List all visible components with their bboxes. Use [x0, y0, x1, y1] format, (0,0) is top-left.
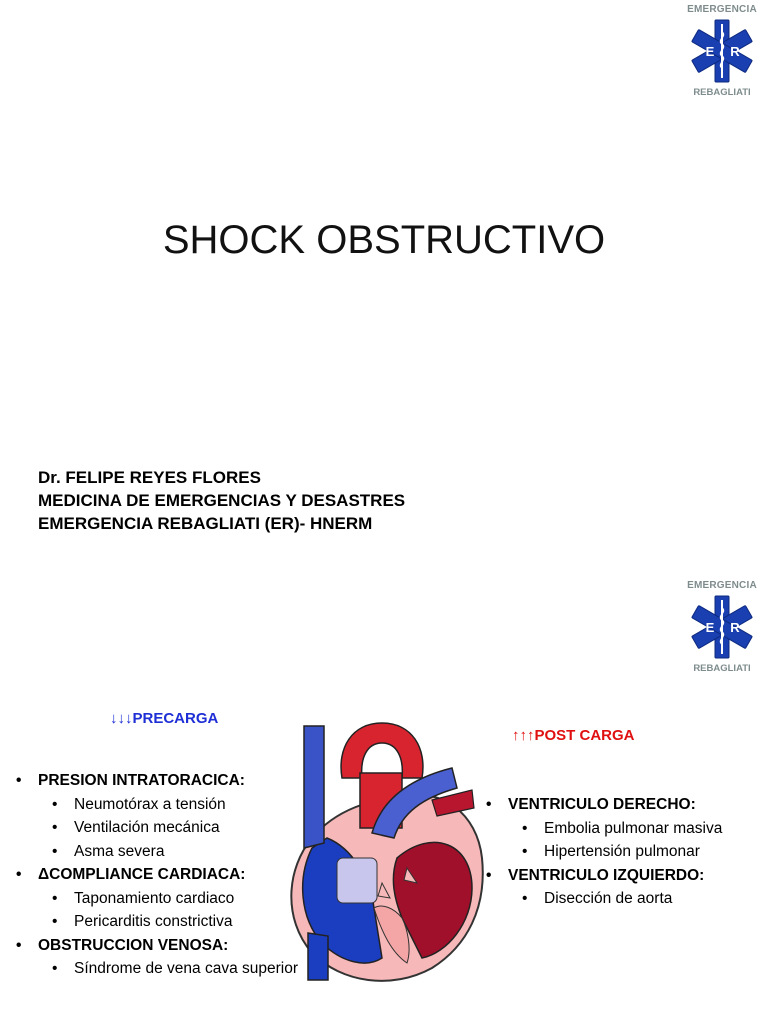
bullet-icon: • — [16, 866, 22, 883]
author-block — [38, 466, 405, 535]
list-item — [486, 840, 722, 864]
heart-diagram — [282, 718, 492, 990]
list-item-text: VENTRICULO IZQUIERDO: — [508, 866, 705, 884]
list-item-text: Disección de aorta — [544, 890, 673, 907]
precarga-causes-list — [16, 769, 298, 981]
postcarga-header: ↑↑↑POST CARGA — [512, 727, 635, 744]
logo-letter-r: R — [730, 44, 740, 59]
list-item — [16, 793, 298, 817]
logo-top-text: EMERGENCIA — [687, 580, 757, 591]
bullet-icon: • — [52, 960, 58, 977]
logo-bottom-text: REBAGLIATI — [693, 87, 751, 98]
logo-letter-e: E — [705, 620, 715, 635]
precarga-header: ↓↓↓PRECARGA — [110, 710, 219, 727]
logo-letter-e: E — [705, 44, 715, 59]
list-category — [16, 863, 298, 887]
list-item-text: ΔCOMPLIANCE CARDIACA: — [38, 866, 246, 883]
list-category — [486, 793, 722, 817]
list-item-text: Asma severa — [74, 842, 165, 860]
bullet-icon: • — [486, 866, 492, 884]
list-item-text: Neumotórax a tensión — [74, 795, 226, 813]
list-category — [16, 934, 298, 958]
author-institution: EMERGENCIA REBAGLIATI (ER)- HNERM — [38, 514, 373, 533]
content-slide — [0, 570, 768, 1024]
bullet-icon: • — [52, 819, 58, 836]
list-item-text: PRESION INTRATORACICA: — [38, 772, 245, 789]
logo-bottom-text: REBAGLIATI — [693, 663, 751, 674]
list-item — [16, 816, 298, 840]
list-item — [486, 887, 722, 911]
bullet-icon: • — [52, 842, 58, 860]
author-name: Dr. FELIPE REYES FLORES — [38, 468, 261, 487]
list-item — [16, 887, 298, 911]
star-of-life-icon — [691, 594, 753, 660]
er-logo — [680, 580, 764, 680]
bullet-icon: • — [52, 795, 58, 813]
list-item-text: Taponamiento cardiaco — [74, 889, 235, 907]
list-item-text: Ventilación mecánica — [74, 819, 220, 836]
author-specialty: MEDICINA DE EMERGENCIAS Y DESASTRES — [38, 491, 406, 510]
bullet-icon: • — [486, 796, 492, 813]
er-logo — [680, 4, 764, 104]
list-category — [486, 864, 722, 888]
bullet-icon: • — [16, 772, 22, 789]
slide-title: SHOCK OBSTRUCTIVO — [162, 218, 606, 262]
list-item — [486, 817, 722, 841]
bullet-icon: • — [522, 890, 528, 907]
bullet-icon: • — [522, 843, 528, 860]
bullet-icon: • — [52, 913, 58, 930]
list-item-text: Síndrome de vena cava superior — [74, 960, 299, 977]
postcarga-causes-list — [486, 793, 722, 911]
star-of-life-icon — [691, 18, 753, 84]
list-item-text: OBSTRUCCION VENOSA: — [38, 936, 229, 954]
list-item-text: VENTRICULO DERECHO: — [508, 796, 696, 813]
bullet-icon: • — [522, 819, 528, 837]
bullet-icon: • — [52, 889, 58, 907]
list-item — [16, 910, 298, 934]
list-item-text: Pericarditis constrictiva — [74, 913, 233, 930]
list-item-text: Embolia pulmonar masiva — [544, 819, 723, 837]
logo-top-text: EMERGENCIA — [687, 4, 757, 15]
list-category — [16, 769, 298, 793]
list-item-text: Hipertensión pulmonar — [544, 843, 700, 860]
list-item — [16, 957, 298, 981]
list-item — [16, 840, 298, 864]
bullet-icon: • — [16, 936, 22, 954]
logo-letter-r: R — [730, 620, 740, 635]
